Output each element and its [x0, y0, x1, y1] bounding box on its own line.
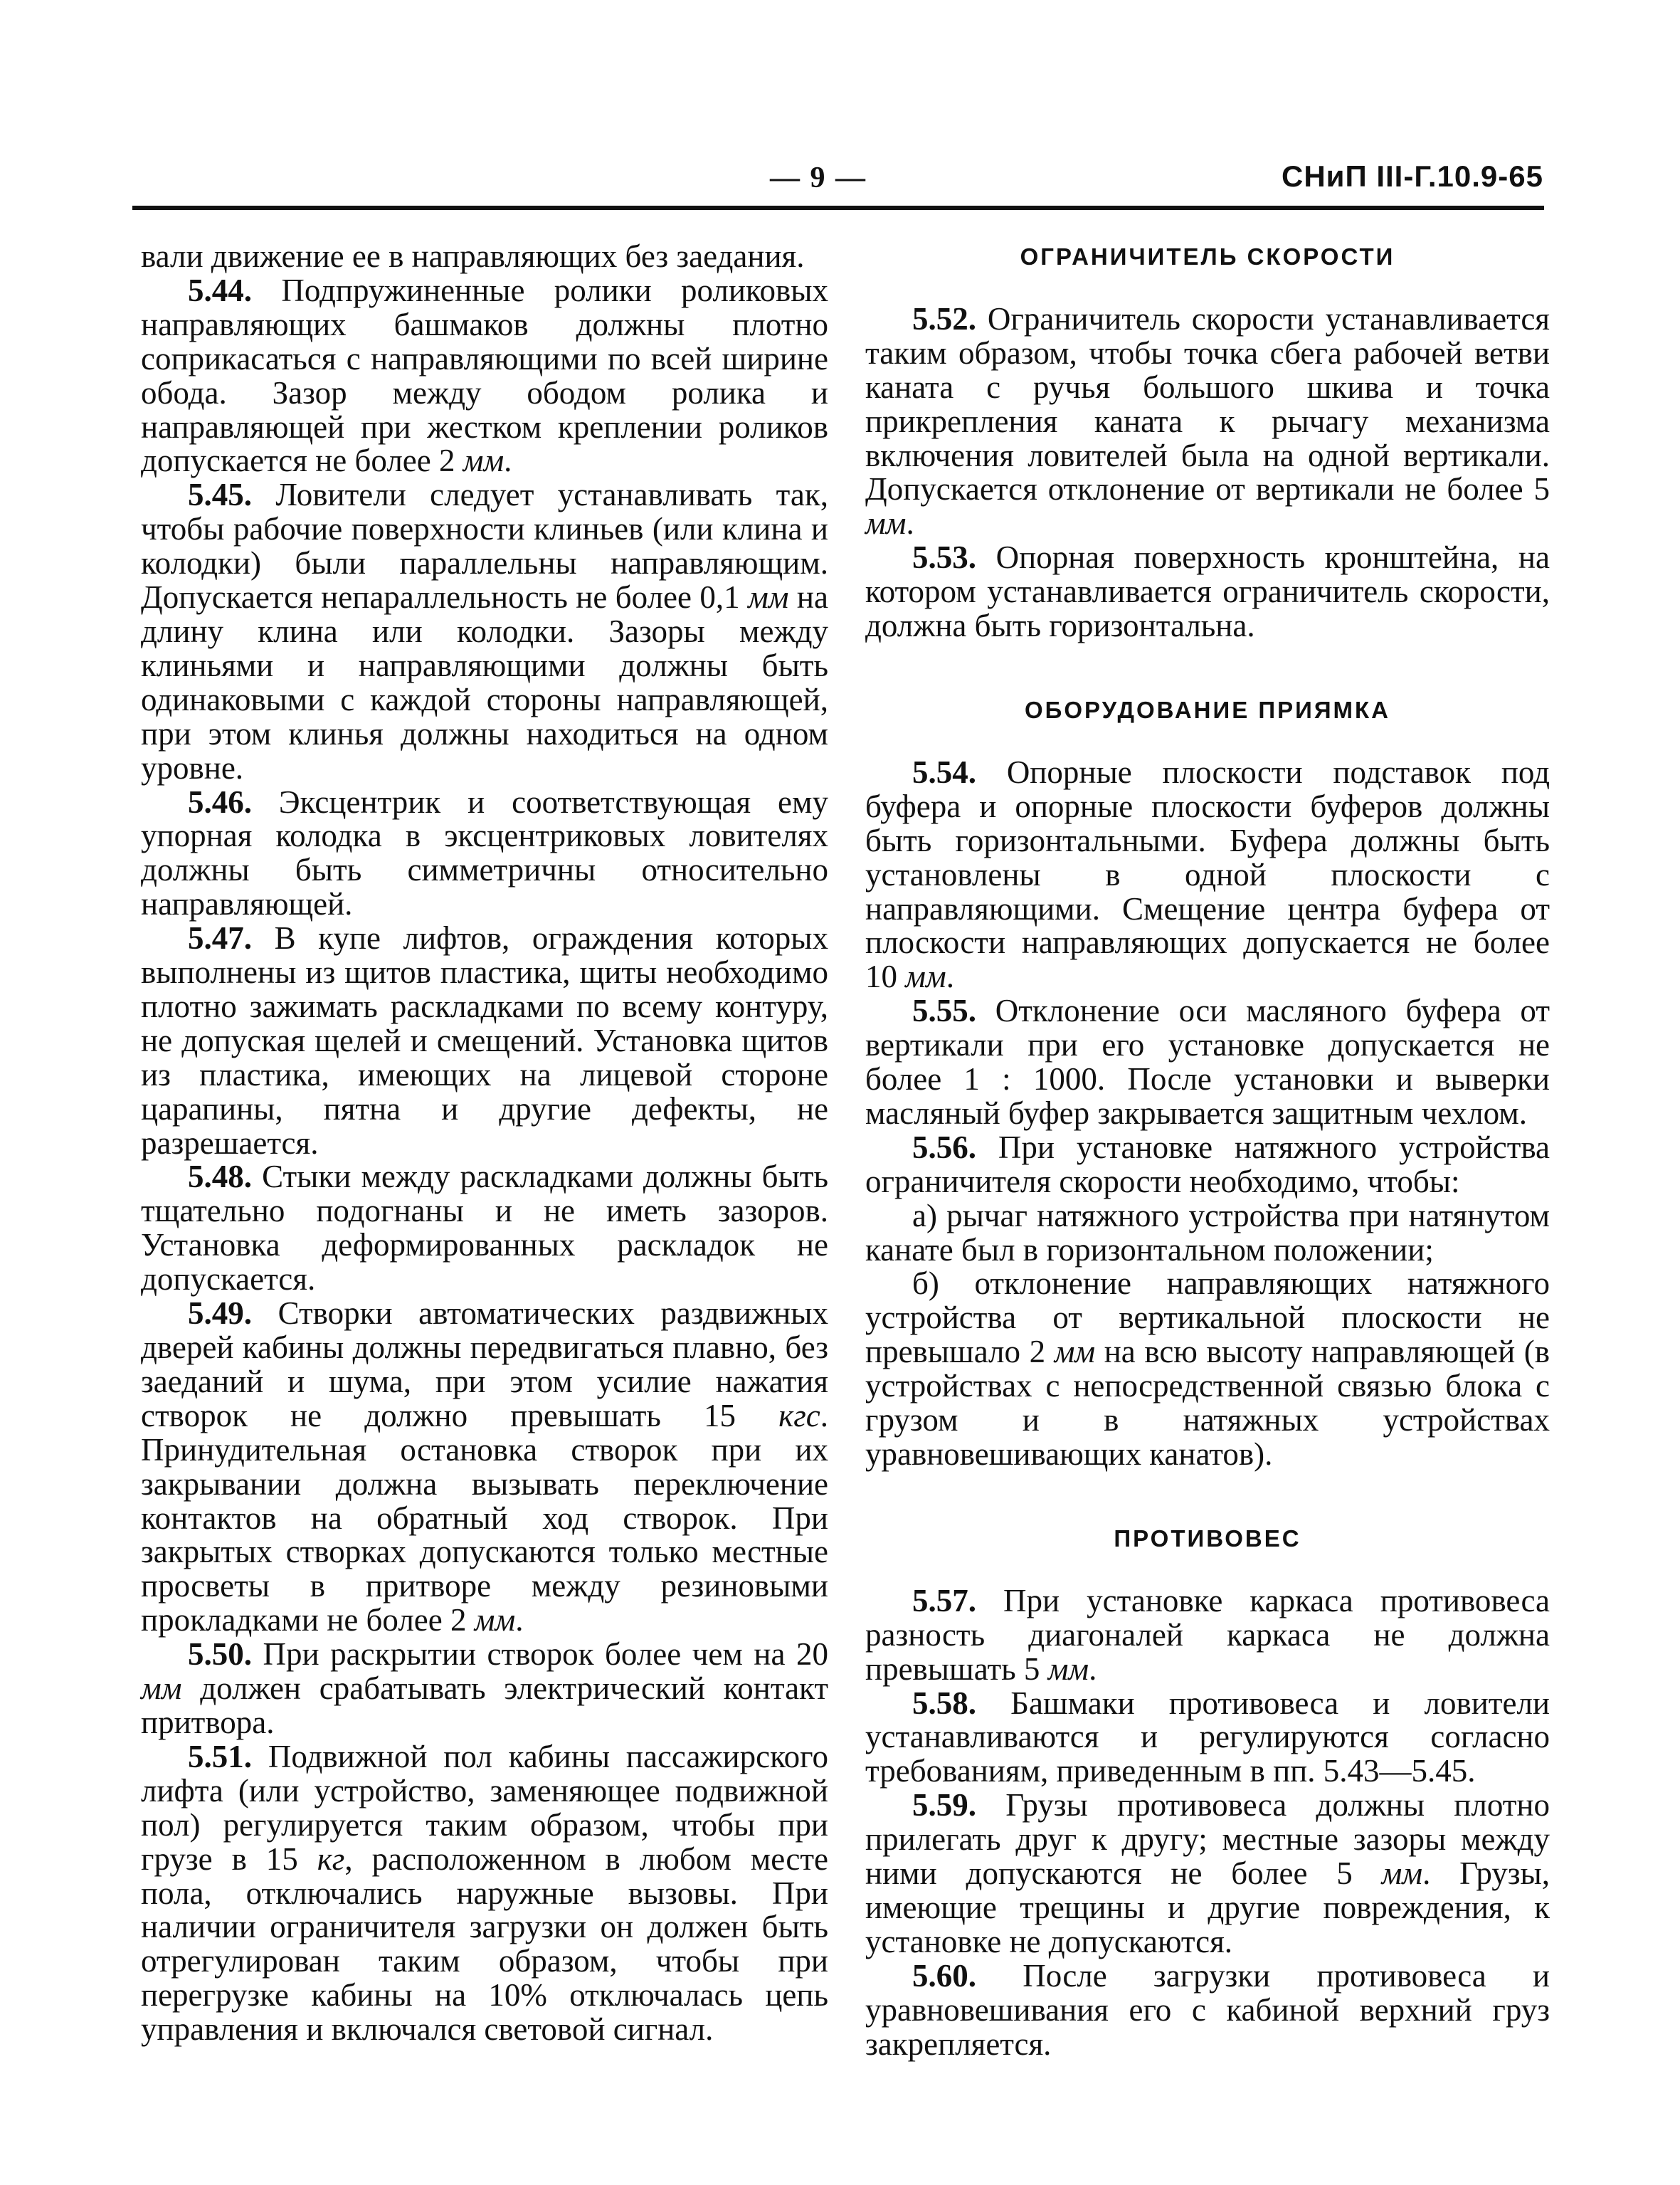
paragraph-text: При установке натяжного устройства ограничителя скорости необходимо, чтобы: — [865, 1129, 1550, 1199]
paragraph-number: 5.57. — [912, 1582, 976, 1618]
paragraph-5-49 — [141, 1297, 828, 1638]
paragraph-5-45 — [141, 478, 828, 785]
paragraph-text: , расположенном в любом месте пола, отключались наружные вызовы. При наличии ограничителя загрузки он должен быть отрегулирован таким образом, чтобы при перегрузке кабины на 10% отключалась цепь управления и включался световой сигнал. — [141, 1841, 828, 2048]
unit-text: кг — [317, 1841, 345, 1877]
paragraph-text: на длину клина или колодки. Зазоры между клиньями и направляющими должны быть одинаковыми с каждой стороны направляющей, при этом клинья должны находиться на одном уровне. — [141, 579, 828, 786]
paragraph-number: 5.44. — [188, 272, 252, 308]
paragraph-number: 5.53. — [912, 539, 976, 576]
paragraph-5-56-b — [865, 1267, 1550, 1471]
unit-text: мм — [748, 579, 789, 616]
paragraph-number: 5.48. — [188, 1159, 252, 1195]
document-code: СНиП III-Г.10.9-65 — [1281, 159, 1543, 193]
unit-text: мм — [865, 505, 907, 542]
unit-text: мм — [1054, 1334, 1096, 1370]
paragraph-5-54 — [865, 756, 1550, 994]
paragraph-text: После загрузки противовеса и уравновешивания его с кабиной верхний груз закрепляется. — [865, 1957, 1550, 2062]
paragraph-number: 5.60. — [912, 1957, 976, 1994]
unit-text: мм — [141, 1670, 182, 1707]
paragraph-5-51 — [141, 1740, 828, 2047]
paragraph-number: 5.51. — [188, 1738, 252, 1774]
paragraph-text: В купе лифтов, ограждения которых выполнены из щитов пластика, щиты необходимо плотно зажимать раскладками по всему контуру, не допуская щелей и смещений. Установка щитов из пластика, имеющих на лицевой стороне царапины, пятна и другие дефекты, не разрешается. — [141, 920, 828, 1161]
paragraph-text: Эксцентрик и соответствующая ему упорная колодка в эксцентриковых ловителях должны быть симметричны относительно направляющей. — [141, 784, 828, 922]
paragraph-text: Ловители следует устанавливать так, чтобы рабочие поверхности клиньев (или клина и колодки) были параллельны направляющим. Допускается непараллельность не более 0,1 — [141, 477, 828, 616]
unit-text: мм — [474, 1602, 516, 1638]
paragraph-text: Грузы противовеса должны плотно прилегать друг к другу; местные зазоры между ними допускаются не более 5 — [865, 1787, 1550, 1892]
paragraph-text: . — [515, 1602, 524, 1638]
paragraph-5-46 — [141, 786, 828, 922]
unit-text: мм — [1381, 1855, 1423, 1892]
paragraph-text: При раскрытии створок более чем на 20 — [252, 1636, 828, 1673]
paragraph-text: Стыки между раскладками должны быть тщательно подогнаны и не иметь зазоров. Установка деформированных раскладок не допускается. — [141, 1159, 828, 1297]
paragraph-number: 5.52. — [912, 300, 976, 337]
paragraph-text: . — [906, 505, 914, 542]
paragraph-5-44 — [141, 274, 828, 478]
paragraph-number: 5.49. — [188, 1295, 252, 1332]
unit-text: мм — [1047, 1650, 1089, 1687]
section-heading-speed-limiter: ОГРАНИЧИТЕЛЬ СКОРОСТИ — [1020, 243, 1395, 270]
paragraph-5-53 — [865, 541, 1550, 643]
paragraph-5-48 — [141, 1160, 828, 1297]
paragraph-text: Подпружиненные ролики роликовых направляющих башмаков должны плотно соприкасаться с направляющими по всей ширине обода. Зазор между ободом ролика и направляющей при жестком креплении роликов допускается не более 2 — [141, 272, 828, 479]
unit-text: мм — [905, 959, 946, 995]
paragraph-5-56-a: а) рычаг натяжного устройства при натянутом канате был в горизонтальном положении; — [865, 1197, 1550, 1268]
paragraph-text: Ограничитель скорости устанавливается таким образом, чтобы точка сбега рабочей ветви каната с ручья большого шкива и точка прикрепления каната к рычагу механизма включения ловителей была на одной вертикали. Допускается отклонение от вертикали не более 5 — [865, 300, 1550, 507]
paragraph-5-52 — [865, 302, 1550, 541]
paragraph-5-57 — [865, 1584, 1550, 1687]
paragraph-text: должен срабатывать электрический контакт притвора. — [141, 1670, 828, 1740]
right-column — [865, 240, 1550, 2062]
paragraph-continuation: вали движение ее в направляющих без заедания. — [141, 238, 805, 274]
paragraph-number: 5.50. — [188, 1636, 252, 1673]
paragraph-text: . — [946, 959, 954, 995]
left-column — [141, 240, 828, 2047]
paragraph-number: 5.55. — [912, 993, 976, 1029]
paragraph-text: Опорные плоскости подставок под буфера и опорные плоскости буферов должны быть горизонтальными. Буфера должны быть установлены в одной плоскости с направляющими. Смещение центра буфера от плоскости направляющих допускается не более 10 — [865, 754, 1550, 995]
paragraph-text: Отклонение оси масляного буфера от вертикали при его установке допускается не более 1 : 1000. После установки и выверки масляный буфер закрывается защитным чехлом. — [865, 993, 1550, 1131]
paragraph-5-50 — [141, 1638, 828, 1740]
paragraph-5-56 — [865, 1131, 1550, 1199]
paragraph-number: 5.59. — [912, 1787, 976, 1823]
paragraph-5-60 — [865, 1959, 1550, 2062]
paragraph-number: 5.47. — [188, 920, 252, 957]
section-heading-pit-equipment: ОБОРУДОВАНИЕ ПРИЯМКА — [1024, 696, 1391, 723]
paragraph-5-47 — [141, 922, 828, 1160]
paragraph-5-55 — [865, 994, 1550, 1131]
unit-text: мм — [463, 443, 504, 479]
paragraph-text: Створки автоматических раздвижных дверей кабины должны передвигаться плавно, без заеданий и шума, при этом усилие нажатия створок не должно превышать 15 — [141, 1295, 828, 1433]
paragraph-text: . — [1089, 1650, 1097, 1687]
paragraph-number: 5.56. — [912, 1129, 976, 1165]
paragraph-text: . Грузы, имеющие трещины и другие повреждения, к установке не допускаются. — [865, 1855, 1550, 1959]
paragraph-5-59 — [865, 1789, 1550, 1959]
header-rule — [132, 206, 1544, 210]
paragraph-text: Опорная поверхность кронштейна, на котором устанавливается ограничитель скорости, должна быть горизонтальна. — [865, 539, 1550, 644]
paragraph-text: . — [504, 443, 512, 479]
section-heading-counterweight: ПРОТИВОВЕС — [1114, 1525, 1301, 1552]
paragraph-text: на всю высоту направляющей (в устройствах с непосредственной связью блока с грузом и в натяжных устройствах уравновешивающих канатов). — [865, 1334, 1550, 1472]
paragraph-text: При установке каркаса противовеса разность диагоналей каркаса не должна превышать 5 — [865, 1582, 1550, 1687]
paragraph-text: Подвижной пол кабины пассажирского лифта (или устройство, заменяющее подвижной пол) регулируется таким образом, чтобы при грузе в 15 — [141, 1738, 828, 1877]
paragraph-number: 5.46. — [188, 784, 252, 820]
paragraph-text: . Принудительная остановка створок при их закрывании должна вызывать переключение контактов на обратный ход створок. При закрытых створках допускаются только местные просветы в притворе между резиновыми прокладками не более 2 — [141, 1397, 828, 1638]
unit-text: кгс — [778, 1397, 820, 1433]
paragraph-number: 5.45. — [188, 477, 252, 513]
paragraph-number: 5.58. — [912, 1685, 976, 1721]
paragraph-5-58 — [865, 1687, 1550, 1789]
paragraph-text: Башмаки противовеса и ловители устанавливаются и регулируются согласно требованиям, приведенным в пп. 5.43—5.45. — [865, 1685, 1550, 1789]
paragraph-number: 5.54. — [912, 754, 976, 790]
paragraph-text: б) отклонение направляющих натяжного устройства от вертикальной плоскости не превышало 2 — [865, 1265, 1550, 1370]
page-number: — 9 — — [770, 162, 867, 194]
